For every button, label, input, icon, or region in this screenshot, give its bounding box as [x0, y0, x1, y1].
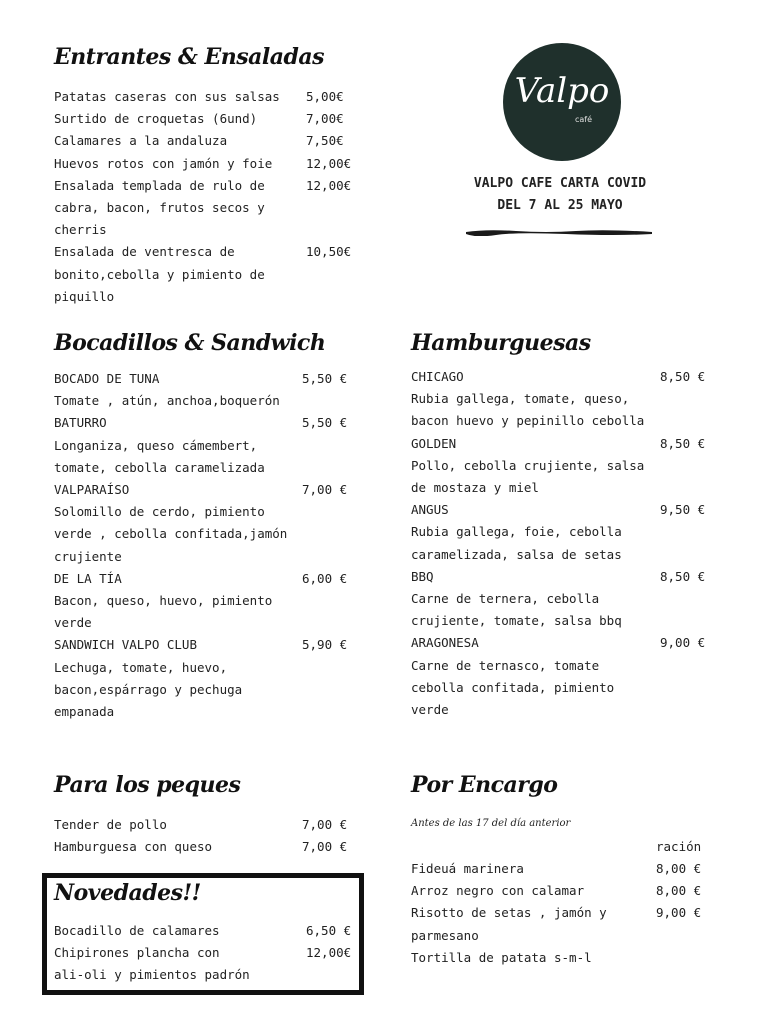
menu-item-price: 12,00€ — [306, 177, 352, 193]
menu-item-description: bacon,espárrago y pechuga — [54, 681, 243, 697]
menu-item-name: Risotto de setas , jamón y — [411, 905, 607, 921]
menu-item-name-cont: ali-oli y pimientos padrón — [54, 967, 250, 983]
menu-item-price: 8,50 € — [660, 435, 706, 451]
menu-item-name: CHICAGO — [411, 369, 464, 384]
menu-item-name: BBQ — [411, 568, 434, 584]
menu-item-price: 8,50 € — [660, 568, 706, 584]
menu-item-description: Lechuga, tomate, huevo, — [54, 659, 228, 675]
menu-item-price: 8,50 € — [660, 369, 706, 384]
menu-item-name: Arroz negro con calamar — [411, 883, 585, 899]
menu-item-price: 8,00 € — [656, 883, 702, 899]
menu-item-description: bacon huevo y pepinillo cebolla — [411, 413, 645, 429]
menu-item-name: VALPARAÍSO — [54, 482, 130, 497]
menu-item-name: Patatas caseras con sus salsas — [54, 89, 280, 104]
menu-item-description: verde , cebolla confitada,jamón — [54, 526, 288, 542]
menu-item-price: 12,00€ — [306, 945, 352, 961]
menu-item-name: Chipirones plancha con — [54, 945, 220, 961]
logo-name: Valpo — [514, 71, 610, 111]
menu-item-description: Longaniza, queso cámembert, — [54, 437, 258, 453]
menu-item-description: Carne de ternera, cebolla — [411, 591, 600, 606]
menu-item-name: Calamares a la andaluza — [54, 133, 228, 149]
menu-item-name: BOCADO DE TUNA — [54, 371, 160, 386]
menu-item-name: BATURRO — [54, 415, 107, 431]
menu-item-price: 5,00€ — [306, 89, 344, 104]
encargo-column-header: ración — [656, 839, 702, 854]
menu-item-price: 7,00 € — [302, 482, 348, 497]
menu-item-description: crujiente — [54, 548, 122, 564]
menu-item-name: Tender de pollo — [54, 817, 167, 832]
menu-title-line2: DEL 7 AL 25 MAYO — [497, 198, 623, 213]
section-title-encargo: Por Encargo — [411, 772, 558, 798]
section-title-entrantes: Entrantes & Ensaladas — [54, 44, 325, 70]
menu-item-name-cont: parmesano — [411, 927, 479, 943]
menu-item-description: de mostaza y miel — [411, 480, 539, 495]
menu-item-name-cont: cherris — [54, 222, 107, 238]
menu-item-description: Carne de ternasco, tomate — [411, 657, 600, 673]
menu-item-name: Fideuá marinera — [411, 861, 524, 876]
menu-item-description: cebolla confitada, pimiento — [411, 679, 615, 695]
section-title-bocadillos: Bocadillos & Sandwich — [54, 330, 326, 356]
menu-item-price: 5,90 € — [302, 637, 348, 653]
menu-item-price: 6,50 € — [306, 923, 352, 938]
menu-item-name: GOLDEN — [411, 435, 457, 451]
encargo-note: Antes de las 17 del día anterior — [411, 818, 571, 829]
menu-title-line1: VALPO CAFE CARTA COVID — [473, 176, 647, 191]
menu-item-price: 9,50 € — [660, 502, 706, 518]
menu-item-price: 7,00 € — [302, 817, 348, 832]
menu-item-name: Surtido de croquetas (6und) — [54, 111, 258, 127]
valpo-logo — [503, 43, 621, 161]
menu-item-description: crujiente, tomate, salsa bbq — [411, 613, 622, 629]
menu-item-description: Tomate , atún, anchoa,boquerón — [54, 393, 280, 409]
menu-item-price: 7,00 € — [302, 839, 348, 855]
menu-item-description: Bacon, queso, huevo, pimiento — [54, 593, 273, 608]
menu-item-name: Ensalada templada de rulo de — [54, 177, 265, 193]
menu-item-name: Hamburguesa con queso — [54, 839, 213, 855]
menu-item-name: DE LA TÍA — [54, 570, 122, 586]
menu-item-name: Huevos rotos con jamón y foie — [54, 155, 273, 171]
menu-item-description: tomate, cebolla caramelizada — [54, 459, 265, 475]
menu-item-price: 5,50 € — [302, 371, 348, 386]
menu-item-name-cont: cabra, bacon, frutos secos y — [54, 200, 265, 215]
menu-item-price: 5,50 € — [302, 415, 348, 431]
menu-item-price: 12,00€ — [306, 155, 352, 171]
menu-item-name: ANGUS — [411, 502, 449, 518]
logo-sub: café — [575, 115, 593, 124]
menu-item-name-cont: piquillo — [54, 288, 115, 304]
brush-stroke-divider — [466, 228, 652, 236]
menu-item-price: 7,00€ — [306, 111, 344, 127]
menu-item-price: 9,00 € — [660, 635, 706, 651]
menu-item-name: ARAGONESA — [411, 635, 479, 651]
menu-item-description: Pollo, cebolla crujiente, salsa — [411, 457, 645, 473]
menu-item-description: verde — [54, 615, 92, 631]
menu-item-name: Tortilla de patata s-m-l — [411, 949, 592, 965]
menu-item-price: 6,00 € — [302, 570, 348, 586]
menu-item-description: caramelizada, salsa de setas — [411, 546, 622, 562]
section-title-hamburguesas: Hamburguesas — [411, 330, 591, 356]
menu-item-price: 8,00 € — [656, 861, 702, 876]
menu-item-description: verde — [411, 702, 449, 717]
section-title-peques: Para los peques — [54, 772, 241, 798]
menu-item-name: Bocadillo de calamares — [54, 923, 220, 938]
menu-item-description: Rubia gallega, foie, cebolla — [411, 524, 622, 540]
menu-item-description: Rubia gallega, tomate, queso, — [411, 391, 630, 407]
section-title-novedades: Novedades!! — [54, 880, 201, 906]
menu-item-price: 10,50€ — [306, 244, 352, 260]
menu-item-name: SANDWICH VALPO CLUB — [54, 637, 197, 653]
menu-item-price: 7,50€ — [306, 133, 344, 149]
menu-item-price: 9,00 € — [656, 905, 702, 921]
menu-item-description: Solomillo de cerdo, pimiento — [54, 504, 265, 520]
menu-item-name-cont: bonito,cebolla y pimiento de — [54, 266, 265, 282]
menu-item-description: empanada — [54, 704, 115, 719]
menu-item-name: Ensalada de ventresca de — [54, 244, 235, 260]
